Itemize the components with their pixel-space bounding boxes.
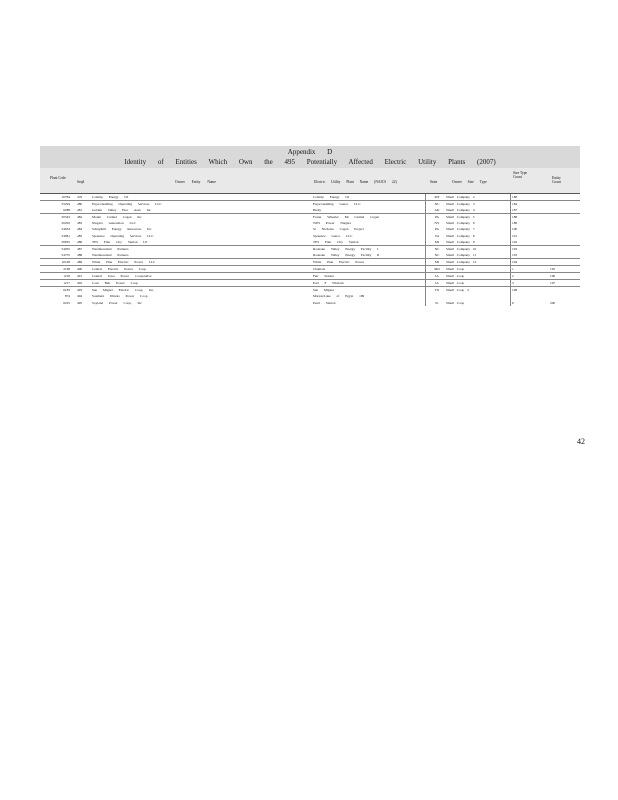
cell-owner: Westmoreland Partners [92,246,129,251]
cell-osize: Small Coop 4 [446,288,469,293]
cell-owner: Central Electric Power Coop [92,267,147,272]
cell-sst: 198 [512,288,518,293]
cell-plant: Marion/Lake of Egypt 199 [313,294,365,299]
cell-state: NC [434,252,440,257]
cell-state: PA [434,227,440,232]
cell-plant: Ergoconsulting Genco LLC [313,202,361,207]
cell-sst: 190 [512,227,518,232]
cell-plant: Roanoke Valley Energy Facility I [313,246,379,251]
cell-state: AK [434,208,440,213]
cell-plant: Fair Station [313,274,334,279]
cell-osize: Small Company 9 [446,239,475,244]
page-number: 42 [577,437,585,446]
cell-state: IA [435,281,439,286]
table-row [40,266,580,273]
appendix-table [40,146,580,306]
cell-owner: Corn Belt Power Coop [92,281,138,286]
cell-owner: Colstrip Energy LP [92,195,129,199]
cell-seq: 487 [77,246,83,251]
cell-osize: Small Company 7 [446,227,475,232]
cell-plant: Earl F Wisdom [313,281,344,286]
cell-owner: San Miguel Electric Coop, Inc [92,288,154,293]
table-row [40,207,580,214]
cell-osize: Small Company 2 [446,195,475,199]
cell-owner: Niagara Generation LLC [92,221,136,226]
cell-code: 6225 [63,300,70,305]
cell-osize: Small Coop [446,274,465,279]
appendix-label: Appendix D [287,148,333,156]
cell-seq: 492 [77,281,83,286]
cell-sst: 6 [512,300,514,305]
cell-seq: 490 [77,267,83,272]
table-row [40,280,580,287]
cell-plant: St Nicholas Cogen Project [313,227,364,232]
cell-seq: 485 [77,233,83,238]
cell-sst: 180 [512,195,518,199]
cell-plant: Colstrip Energy LP [313,195,350,199]
cell-sst: 2 [512,274,514,279]
cell-seq: 480 [77,202,83,207]
cell-plant: TES Filer City Station [313,239,359,244]
cell-state: IL [435,300,439,305]
cell-sst: 192 [512,239,518,244]
cell-code: 54035 [61,246,70,251]
cell-osize: Small Coop [446,300,465,305]
cell-ec: 196 [550,274,556,279]
table-row [40,239,580,246]
cell-plant: Roanoke Valley Energy Facility II [313,252,380,257]
header-state: State [430,180,438,184]
column-header-row [40,168,580,194]
cell-plant: Healy [313,208,322,213]
title-band [40,146,580,168]
cell-state: MI [434,239,440,244]
header-owner-entity-name: Owner Entity Name [175,180,216,184]
cell-code: 50202 [61,221,70,226]
cell-plant: Foster Wheeler Mt Carmel Cogen [313,215,380,220]
table-body [40,194,580,306]
header-plant-code: Plant Code [50,176,66,180]
cell-osize: Small Company 10 [446,246,477,251]
cell-osize: Small Company 3 [446,202,475,207]
cell-state: NC [434,246,440,251]
cell-state: NY [434,221,440,226]
cell-code: 6288 [63,208,70,213]
cell-osize: Small Coop [446,267,465,272]
cell-seq: 495 [77,300,83,305]
cell-ec: 197 [550,281,556,286]
cell-owner: Golden Valley Elec Assn Inc [92,208,151,213]
cell-owner: Central Iowa Power Cooperative [92,274,152,279]
cell-seq: 489 [77,259,83,264]
cell-owner: Soyland Power Coop, Inc [92,300,142,305]
cell-osize: Small Coop [446,281,465,286]
table-row [40,273,580,280]
cell-state: IA [435,274,439,279]
cell-plant: WPS Power Niagara [313,221,352,226]
cell-seq: 486 [77,239,83,244]
cell-code: 10148 [61,259,70,264]
cell-seq: 484 [77,227,83,232]
cell-sst: 1 [512,267,514,272]
cell-code: 54755 [61,252,70,257]
cell-state: PA [434,215,440,220]
header-seq: Seq# [77,180,85,184]
cell-plant: White Pine Electric Power [313,259,365,264]
cell-code: 1218 [63,274,70,279]
cell-state: NC [434,202,440,207]
cell-code: 6183 [63,288,70,293]
cell-osize: Small Company 12 [446,259,477,264]
table-row [40,252,580,259]
cell-seq: 483 [77,221,83,226]
cell-owner: Westmoreland Partners [92,252,129,257]
cell-sst: 193 [512,252,518,257]
cell-osize: Small Company 5 [446,215,475,220]
cell-sst: 3 [512,281,514,286]
table-row [40,259,580,266]
cell-state: MI [434,259,440,264]
header-entity-count: Entity Count [552,176,561,185]
cell-seq: 481 [77,208,83,213]
cell-seq: 479 [77,195,83,199]
cell-code: 2168 [63,267,70,272]
table-row [40,194,580,201]
cell-owner: TES Filer City Station LP [92,239,148,244]
cell-code: 50343 [61,215,70,220]
cell-sst: 194 [512,259,518,264]
cell-seq: 482 [77,215,83,220]
cell-owner: Ergoconsulting Operating Services LLC [92,202,162,207]
table-title: Identity of Entities Which Own the 495 Potentially Affected Electric Utility Plants (2007) [124,158,496,166]
cell-code: 874 [64,294,70,299]
cell-sst: 188 [512,215,518,220]
cell-owner: Spruance Operating Services LLC [92,233,154,238]
cell-seq: 493 [77,288,83,293]
cell-plant: Pearl Station [313,300,336,305]
cell-osize: Small Company 4 [446,208,475,213]
cell-code: 10784 [61,195,70,199]
cell-owner: Mount Carmel Cogen Inc [92,215,142,220]
cell-seq: 494 [77,294,83,299]
cell-ec: 195 [550,267,556,272]
cell-ec: 200 [550,300,556,305]
cell-code: 55294 [61,202,70,207]
cell-sst: 187 [512,208,518,213]
cell-sst: 193 [512,246,518,251]
cell-code: 54081 [61,233,70,238]
header-owner-size-type: Owner Size Type [452,180,487,184]
cell-state: TX [434,288,440,293]
header-size-type-count: Size Type Count [513,171,528,180]
cell-state: VA [434,233,440,238]
cell-plant: Spruance Genco LLC [313,233,353,238]
cell-osize: Small Company 8 [446,233,475,238]
cell-code: 1217 [63,281,70,286]
cell-sst: 191 [512,233,518,238]
header-plant-name: Electric Utility Plant Name (NAICS 22) [314,180,397,184]
cell-owner: Southern Illinois Power Coop [92,294,148,299]
cell-seq: 488 [77,252,83,257]
cell-osize: Small Company 11 [446,252,477,257]
cell-sst: 189 [512,221,518,226]
cell-owner: Schuylkill Energy Resources Inc [92,227,152,232]
cell-state: MT [434,195,440,199]
cell-code: 50835 [61,239,70,244]
cell-plant: Chamois [313,267,326,272]
cell-osize: Small Company 6 [446,221,475,226]
cell-owner: White Pine Electric Power LLC [92,259,156,264]
cell-code: 54634 [61,227,70,232]
cell-sst: 184 [512,202,518,207]
table-row [40,300,580,306]
cell-state: MO [434,267,440,272]
cell-plant: San Miguel [313,288,334,293]
cell-seq: 491 [77,274,83,279]
